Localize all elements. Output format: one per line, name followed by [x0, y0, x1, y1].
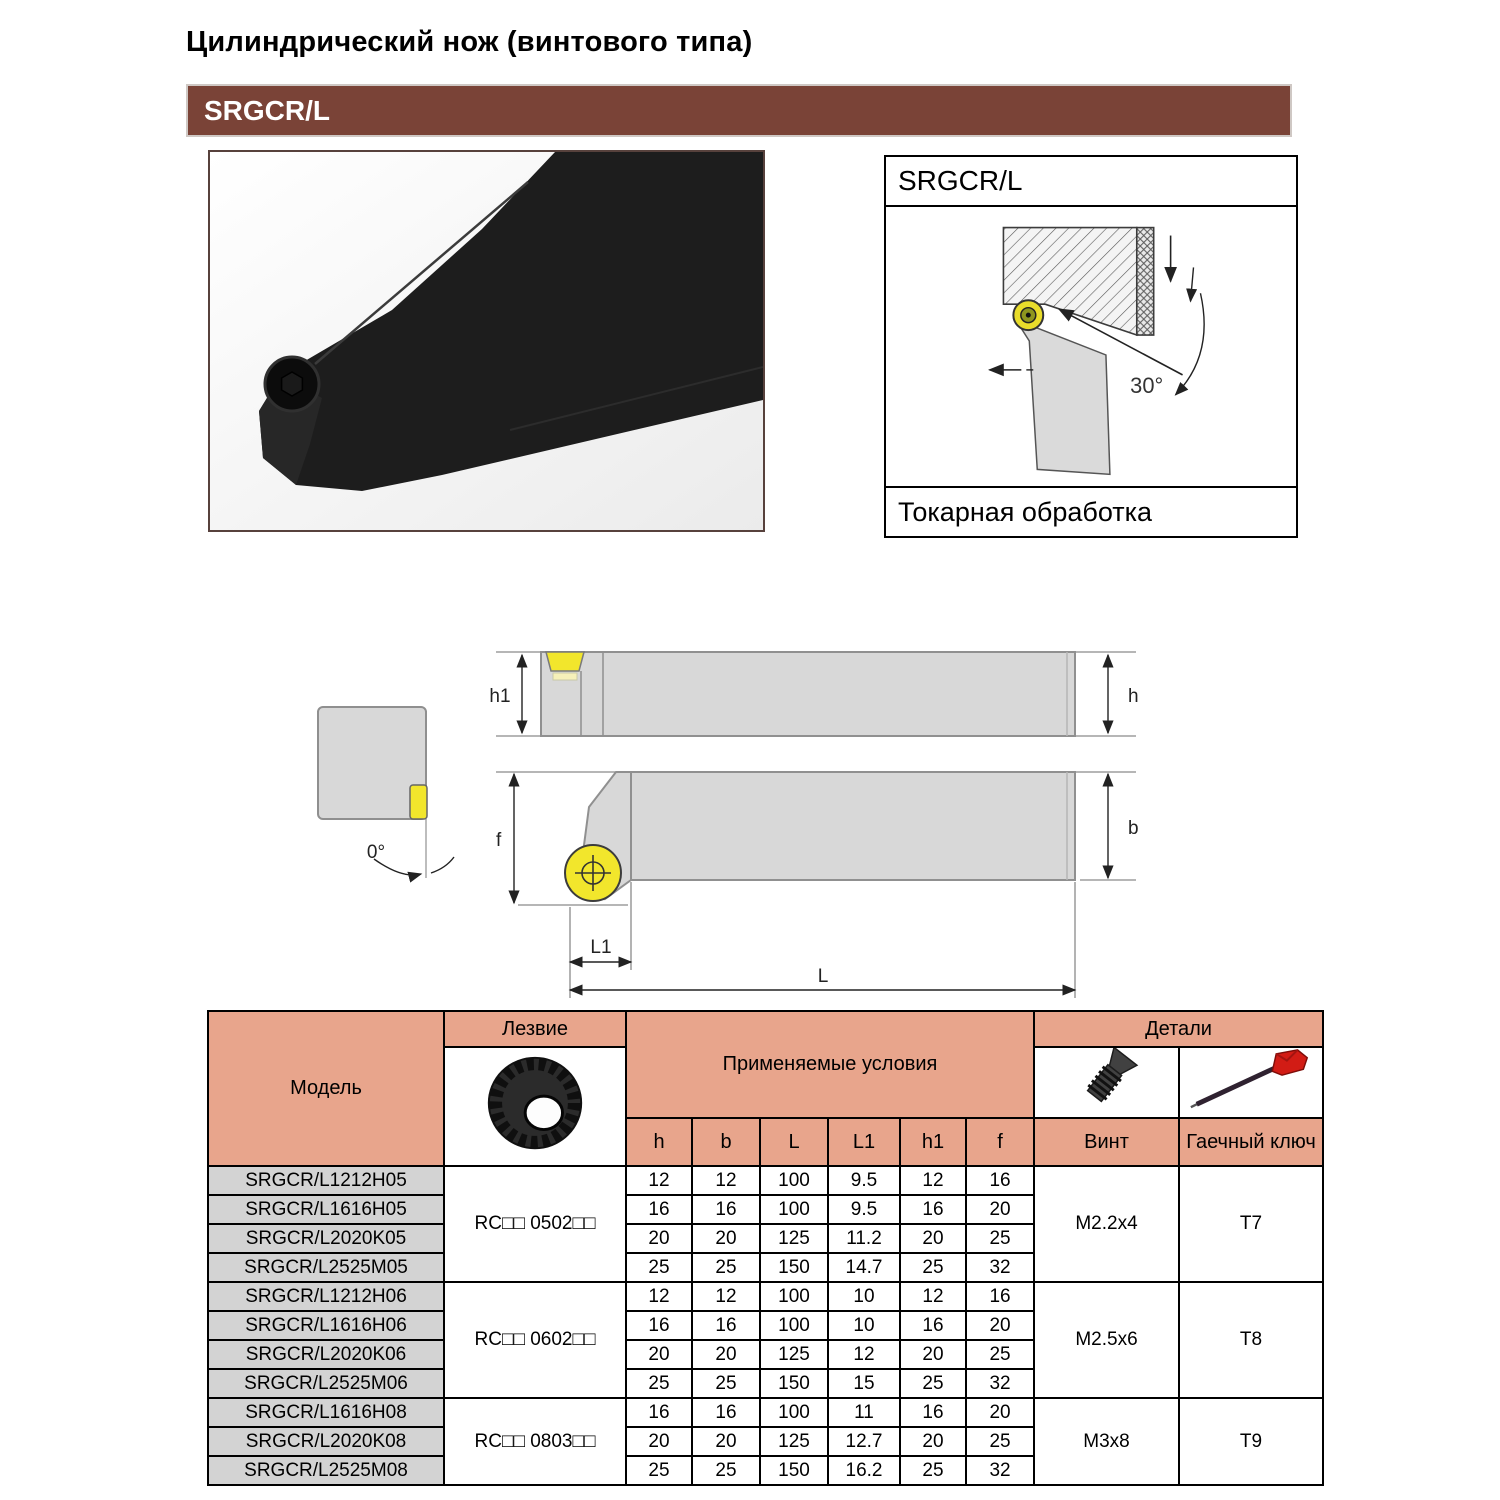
dim-h: 16	[626, 1398, 692, 1427]
screw-cell: M3x8	[1034, 1398, 1179, 1485]
blade-cell: RC□□ 0502□□	[444, 1166, 626, 1282]
model-cell: SRGCR/L1616H05	[208, 1195, 444, 1224]
blade-cell: RC□□ 0602□□	[444, 1282, 626, 1398]
dim-h: 20	[626, 1427, 692, 1456]
dim-b: 16	[692, 1311, 760, 1340]
dim-L1: 12	[828, 1340, 900, 1369]
dim-f: 20	[966, 1398, 1034, 1427]
table-row	[208, 1398, 1323, 1427]
page-title: Цилиндрический нож (винтового типа)	[186, 26, 753, 58]
angle-0-label: 0°	[366, 842, 386, 863]
dimension-drawing	[290, 612, 1170, 1004]
dim-L: 100	[760, 1311, 828, 1340]
dim-L: 100	[760, 1166, 828, 1195]
dim-h: 25	[626, 1369, 692, 1398]
model-cell: SRGCR/L1616H08	[208, 1398, 444, 1427]
angle-arc	[1176, 293, 1205, 395]
dim-f: 16	[966, 1282, 1034, 1311]
dim-f: 25	[966, 1340, 1034, 1369]
turning-diagram-graphic	[886, 207, 1296, 486]
dim-h1: 16	[900, 1195, 966, 1224]
dim-L1: 10	[828, 1311, 900, 1340]
torx-key-icon	[1182, 1048, 1320, 1112]
col-header-parts: Детали	[1034, 1011, 1323, 1047]
dim-L: 125	[760, 1427, 828, 1456]
dim-h: 16	[626, 1311, 692, 1340]
model-cell: SRGCR/L2020K05	[208, 1224, 444, 1253]
dim-L: 125	[760, 1224, 828, 1253]
dim-b: 12	[692, 1166, 760, 1195]
dim-b: 20	[692, 1340, 760, 1369]
top-view	[496, 772, 1139, 998]
dim-f: 25	[966, 1427, 1034, 1456]
model-cell: SRGCR/L2525M08	[208, 1456, 444, 1485]
workpiece-strip	[1137, 228, 1154, 335]
dim-h: 12	[626, 1166, 692, 1195]
col-header-screw: Винт	[1034, 1118, 1179, 1166]
wrench-image	[1179, 1047, 1323, 1118]
dim-h1: 20	[900, 1340, 966, 1369]
dim-l-label: L	[817, 966, 829, 987]
dim-b-label: b	[1128, 818, 1139, 839]
col-header-b: b	[692, 1118, 760, 1166]
dim-f: 32	[966, 1456, 1034, 1485]
model-cell: SRGCR/L2525M06	[208, 1369, 444, 1398]
dim-h1: 20	[900, 1224, 966, 1253]
dim-h: 16	[626, 1195, 692, 1224]
dim-b: 25	[692, 1253, 760, 1282]
dim-h: 25	[626, 1253, 692, 1282]
insert-side-view	[546, 652, 584, 671]
dim-h1: 16	[900, 1311, 966, 1340]
dim-h1: 25	[900, 1253, 966, 1282]
dim-h1-label: h1	[489, 686, 511, 707]
product-photo-frame	[208, 150, 765, 532]
col-header-h: h	[626, 1118, 692, 1166]
dim-L1: 9.5	[828, 1166, 900, 1195]
turning-diagram	[886, 207, 1296, 486]
table-row	[208, 1282, 1323, 1311]
dim-f: 32	[966, 1369, 1034, 1398]
dim-h1: 25	[900, 1369, 966, 1398]
dim-L: 100	[760, 1398, 828, 1427]
dim-L1: 15	[828, 1369, 900, 1398]
dim-f: 20	[966, 1311, 1034, 1340]
dim-L: 100	[760, 1195, 828, 1224]
dim-b: 20	[692, 1427, 760, 1456]
application-caption: Токарная обработка	[886, 486, 1296, 536]
dim-h: 20	[626, 1340, 692, 1369]
dim-b: 25	[692, 1456, 760, 1485]
dim-f: 32	[966, 1253, 1034, 1282]
model-cell: SRGCR/L2525M05	[208, 1253, 444, 1282]
table-row	[208, 1166, 1323, 1195]
dim-f: 20	[966, 1195, 1034, 1224]
wrench-cell: T8	[1179, 1282, 1323, 1398]
dim-L1: 14.7	[828, 1253, 900, 1282]
dim-f: 16	[966, 1166, 1034, 1195]
dim-b: 16	[692, 1398, 760, 1427]
dim-f-label: f	[496, 830, 502, 851]
col-header-blade: Лезвие	[444, 1011, 626, 1047]
screw-cell: M2.2x4	[1034, 1166, 1179, 1282]
series-label: SRGCR/L	[204, 94, 330, 126]
col-header-conditions: Применяемые условия	[626, 1011, 1034, 1118]
dim-h1: 20	[900, 1427, 966, 1456]
application-box	[884, 155, 1298, 538]
dim-h1: 12	[900, 1282, 966, 1311]
dim-L1: 16.2	[828, 1456, 900, 1485]
col-header-f: f	[966, 1118, 1034, 1166]
end-view	[318, 707, 454, 878]
application-box-title: SRGCR/L	[886, 157, 1296, 207]
dim-h-label: h	[1128, 686, 1139, 707]
spec-table	[207, 1010, 1324, 1486]
wrench-cell: T9	[1179, 1398, 1323, 1485]
col-header-wrench: Гаечный ключ	[1179, 1118, 1323, 1166]
dim-L1: 11	[828, 1398, 900, 1427]
series-header-bar	[186, 84, 1292, 137]
dim-h: 25	[626, 1456, 692, 1485]
dim-b: 16	[692, 1195, 760, 1224]
dim-L: 125	[760, 1340, 828, 1369]
side-view	[489, 652, 1138, 736]
screw-image	[1034, 1047, 1179, 1118]
col-header-L: L	[760, 1118, 828, 1166]
dim-L: 150	[760, 1369, 828, 1398]
wrench-cell: T7	[1179, 1166, 1323, 1282]
dim-L1: 11.2	[828, 1224, 900, 1253]
tool-shank	[1015, 319, 1110, 474]
dim-L1: 9.5	[828, 1195, 900, 1224]
dim-L: 150	[760, 1253, 828, 1282]
dim-L1: 10	[828, 1282, 900, 1311]
model-cell: SRGCR/L1212H06	[208, 1282, 444, 1311]
screw-cell: M2.5x6	[1034, 1282, 1179, 1398]
dim-b: 25	[692, 1369, 760, 1398]
round-insert-icon	[475, 1048, 595, 1160]
model-cell: SRGCR/L2020K06	[208, 1340, 444, 1369]
insert-end-view	[410, 785, 427, 819]
dim-L: 150	[760, 1456, 828, 1485]
model-cell: SRGCR/L1616H06	[208, 1311, 444, 1340]
blade-cell: RC□□ 0803□□	[444, 1398, 626, 1485]
dim-h: 12	[626, 1282, 692, 1311]
col-header-h1: h1	[900, 1118, 966, 1166]
dim-h1: 25	[900, 1456, 966, 1485]
dim-h: 20	[626, 1224, 692, 1253]
dim-b: 20	[692, 1224, 760, 1253]
dim-f: 25	[966, 1224, 1034, 1253]
dim-h1: 12	[900, 1166, 966, 1195]
dim-l1-label: L1	[590, 937, 612, 958]
torx-screw-icon	[1042, 1048, 1172, 1112]
model-cell: SRGCR/L1212H05	[208, 1166, 444, 1195]
dim-L1: 12.7	[828, 1427, 900, 1456]
col-header-model: Модель	[208, 1011, 444, 1166]
model-cell: SRGCR/L2020K08	[208, 1427, 444, 1456]
dim-h1: 16	[900, 1398, 966, 1427]
toolholder-photo	[210, 152, 763, 530]
col-header-L1: L1	[828, 1118, 900, 1166]
dim-L: 100	[760, 1282, 828, 1311]
dim-b: 12	[692, 1282, 760, 1311]
blade-insert-image	[444, 1047, 626, 1166]
angle-label: 30°	[1130, 372, 1164, 398]
